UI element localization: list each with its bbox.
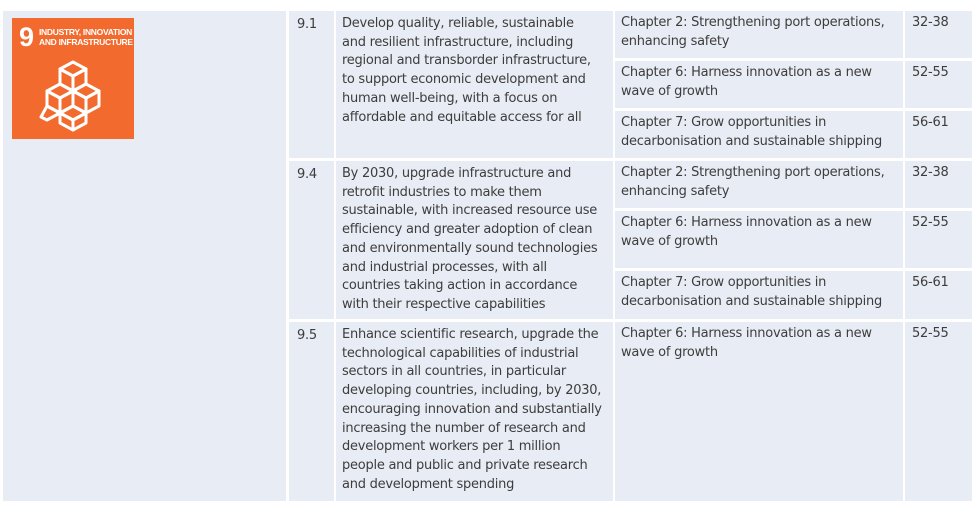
page-range: 52-55 [912, 326, 949, 341]
chapter-line: enhancing safety [621, 183, 730, 199]
chapter-cell [615, 111, 903, 158]
page-range: 32-38 [912, 165, 949, 180]
description-line: affordable and equitable access for all [342, 109, 582, 125]
pages-cell [905, 11, 972, 58]
page-range: 32-38 [912, 15, 949, 30]
chapter-line: Chapter 2: Strengthening port operations, [621, 165, 885, 180]
target-code: 9.1 [297, 17, 317, 32]
chapter-cell [615, 271, 903, 319]
target-code-cell [289, 161, 334, 319]
description-line: efficiency and greater adoption of clean [342, 222, 593, 238]
target-code-cell [289, 11, 334, 158]
page-range: 56-61 [912, 275, 949, 290]
chapter-cell [615, 161, 903, 208]
pages-cell [905, 161, 972, 208]
description-line: Develop quality, reliable, sustainable [342, 16, 574, 31]
description-line: and environmentally sound technologies [342, 240, 598, 256]
pages-cell [905, 211, 972, 268]
description-line: developing countries, including, by 2030, [342, 383, 602, 399]
chapter-line: Chapter 7: Grow opportunities in [621, 115, 827, 130]
description-line: human well-being, with a focus on [342, 90, 558, 106]
target-code-cell [289, 322, 334, 501]
pages-cell [905, 111, 972, 158]
chapter-line: decarbonisation and sustainable shipping [621, 293, 883, 309]
description-line: and industrial processes, with all [342, 259, 547, 275]
page-range: 52-55 [912, 65, 949, 80]
description-line: sustainable, with increased resource use [342, 203, 598, 219]
goal-number: 9 [19, 22, 35, 52]
chapter-line: Chapter 2: Strengthening port operations, [621, 15, 885, 30]
target-code: 9.4 [297, 167, 317, 182]
description-line: Enhance scientific research, upgrade the [342, 327, 599, 342]
stacked-cubes-icon [39, 60, 107, 132]
sdg-9-badge [12, 18, 134, 139]
chapter-line: Chapter 6: Harness innovation as a new [621, 326, 872, 341]
chapter-line: wave of growth [621, 83, 718, 99]
description-line: to support economic development and [342, 72, 586, 88]
description-line: technological capabilities of industrial [342, 345, 579, 361]
page-range: 52-55 [912, 215, 949, 230]
target-code: 9.5 [297, 328, 317, 343]
chapter-line: Chapter 6: Harness innovation as a new [621, 215, 872, 230]
description-line: and development spending [342, 476, 515, 492]
goal-title [39, 27, 133, 47]
goal-title-line-1: INDUSTRY, INNOVATION [39, 27, 133, 37]
target-description-cell [336, 161, 613, 319]
target-description-cell [336, 322, 613, 501]
chapter-cell [615, 211, 903, 268]
description-line: regional and transborder infrastructure, [342, 53, 591, 69]
goal-title-line-2: AND INFRASTRUCTURE [39, 37, 133, 47]
description-line: retrofit industries to make them [342, 184, 542, 200]
chapter-cell [615, 61, 903, 108]
chapter-line: Chapter 6: Harness innovation as a new [621, 65, 872, 80]
description-line: By 2030, upgrade infrastructure and [342, 166, 572, 181]
pages-cell [905, 322, 972, 501]
chapter-line: wave of growth [621, 344, 718, 360]
description-line: and resilient infrastructure, including [342, 34, 574, 50]
chapter-line: Chapter 7: Grow opportunities in [621, 275, 827, 290]
pages-cell [905, 61, 972, 108]
page-range: 56-61 [912, 115, 949, 130]
description-line: people and public and private research [342, 457, 588, 473]
description-line: with their respective capabilities [342, 296, 546, 312]
chapter-line: enhancing safety [621, 33, 730, 49]
description-line: increasing the number of research and [342, 420, 586, 436]
chapter-cell [615, 322, 903, 501]
description-line: development workers per 1 million [342, 439, 561, 455]
target-description-cell [336, 11, 613, 158]
description-line: encouraging innovation and substantially [342, 401, 602, 417]
description-line: countries taking action in accordance [342, 278, 578, 294]
chapter-cell [615, 11, 903, 58]
description-line: sectors in all countries, in particular [342, 364, 567, 380]
chapter-line: decarbonisation and sustainable shipping [621, 133, 883, 149]
chapter-line: wave of growth [621, 233, 718, 249]
pages-cell [905, 271, 972, 319]
